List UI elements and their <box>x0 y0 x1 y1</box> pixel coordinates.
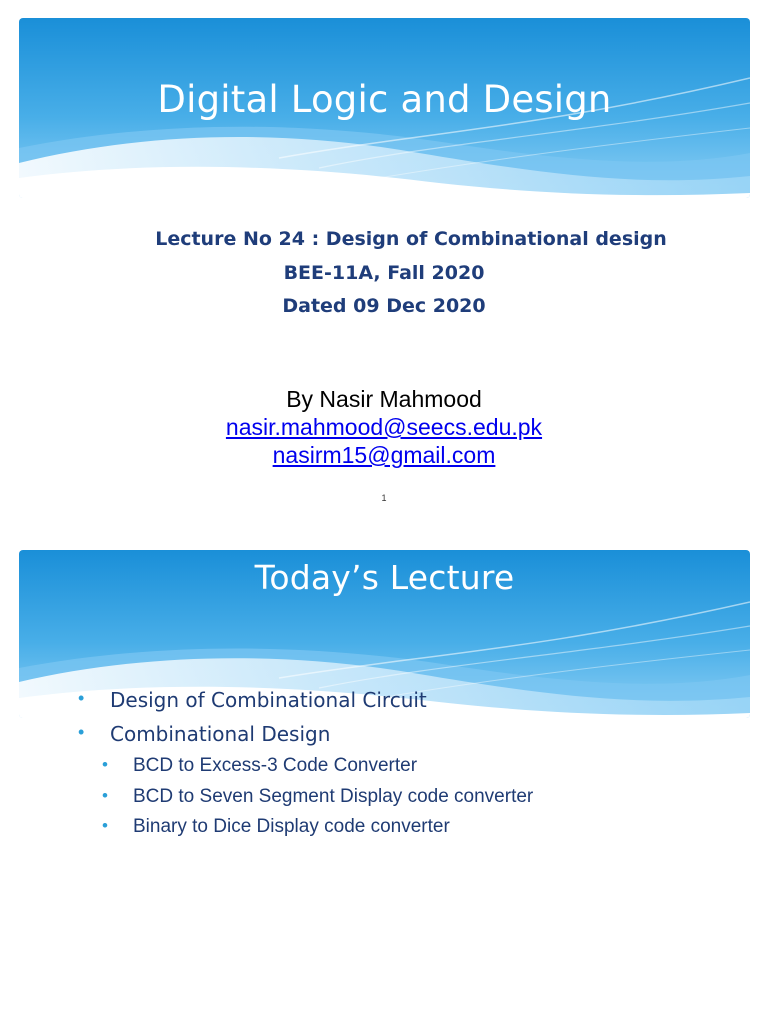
list-item <box>102 816 450 838</box>
bullet-icon: • <box>78 688 85 708</box>
list-item-text: Combinational Design <box>110 722 331 746</box>
bullet-icon: • <box>78 722 85 742</box>
slide-title: Today’s Lecture <box>254 558 515 597</box>
agenda-slide <box>0 540 768 1024</box>
list-item <box>102 755 418 777</box>
list-item-text: Design of Combinational Circuit <box>110 688 427 712</box>
email-link-secondary[interactable]: nasirm15@gmail.com <box>272 442 496 468</box>
list-item <box>102 786 534 808</box>
list-item <box>78 722 331 746</box>
bullet-icon: • <box>102 816 108 835</box>
class-line: BEE-11A, Fall 2020 <box>283 262 485 284</box>
author-name: By Nasir Mahmood <box>286 386 482 412</box>
list-item-text: Binary to Dice Display code converter <box>133 816 450 837</box>
list-item <box>78 688 427 712</box>
bullet-icon: • <box>102 786 108 805</box>
email-link-primary[interactable]: nasir.mahmood@seecs.edu.pk <box>225 414 543 440</box>
date-line: Dated 09 Dec 2020 <box>282 295 486 317</box>
slide-number: 1 <box>381 493 387 503</box>
lecture-number-line: Lecture No 24 : Design of Combinational design <box>155 228 667 250</box>
title-banner <box>19 18 750 198</box>
list-item-text: BCD to Excess-3 Code Converter <box>133 755 418 776</box>
slide-title: Digital Logic and Design <box>157 78 612 121</box>
bullet-icon: • <box>102 755 108 774</box>
list-item-text: BCD to Seven Segment Display code converter <box>133 786 534 807</box>
